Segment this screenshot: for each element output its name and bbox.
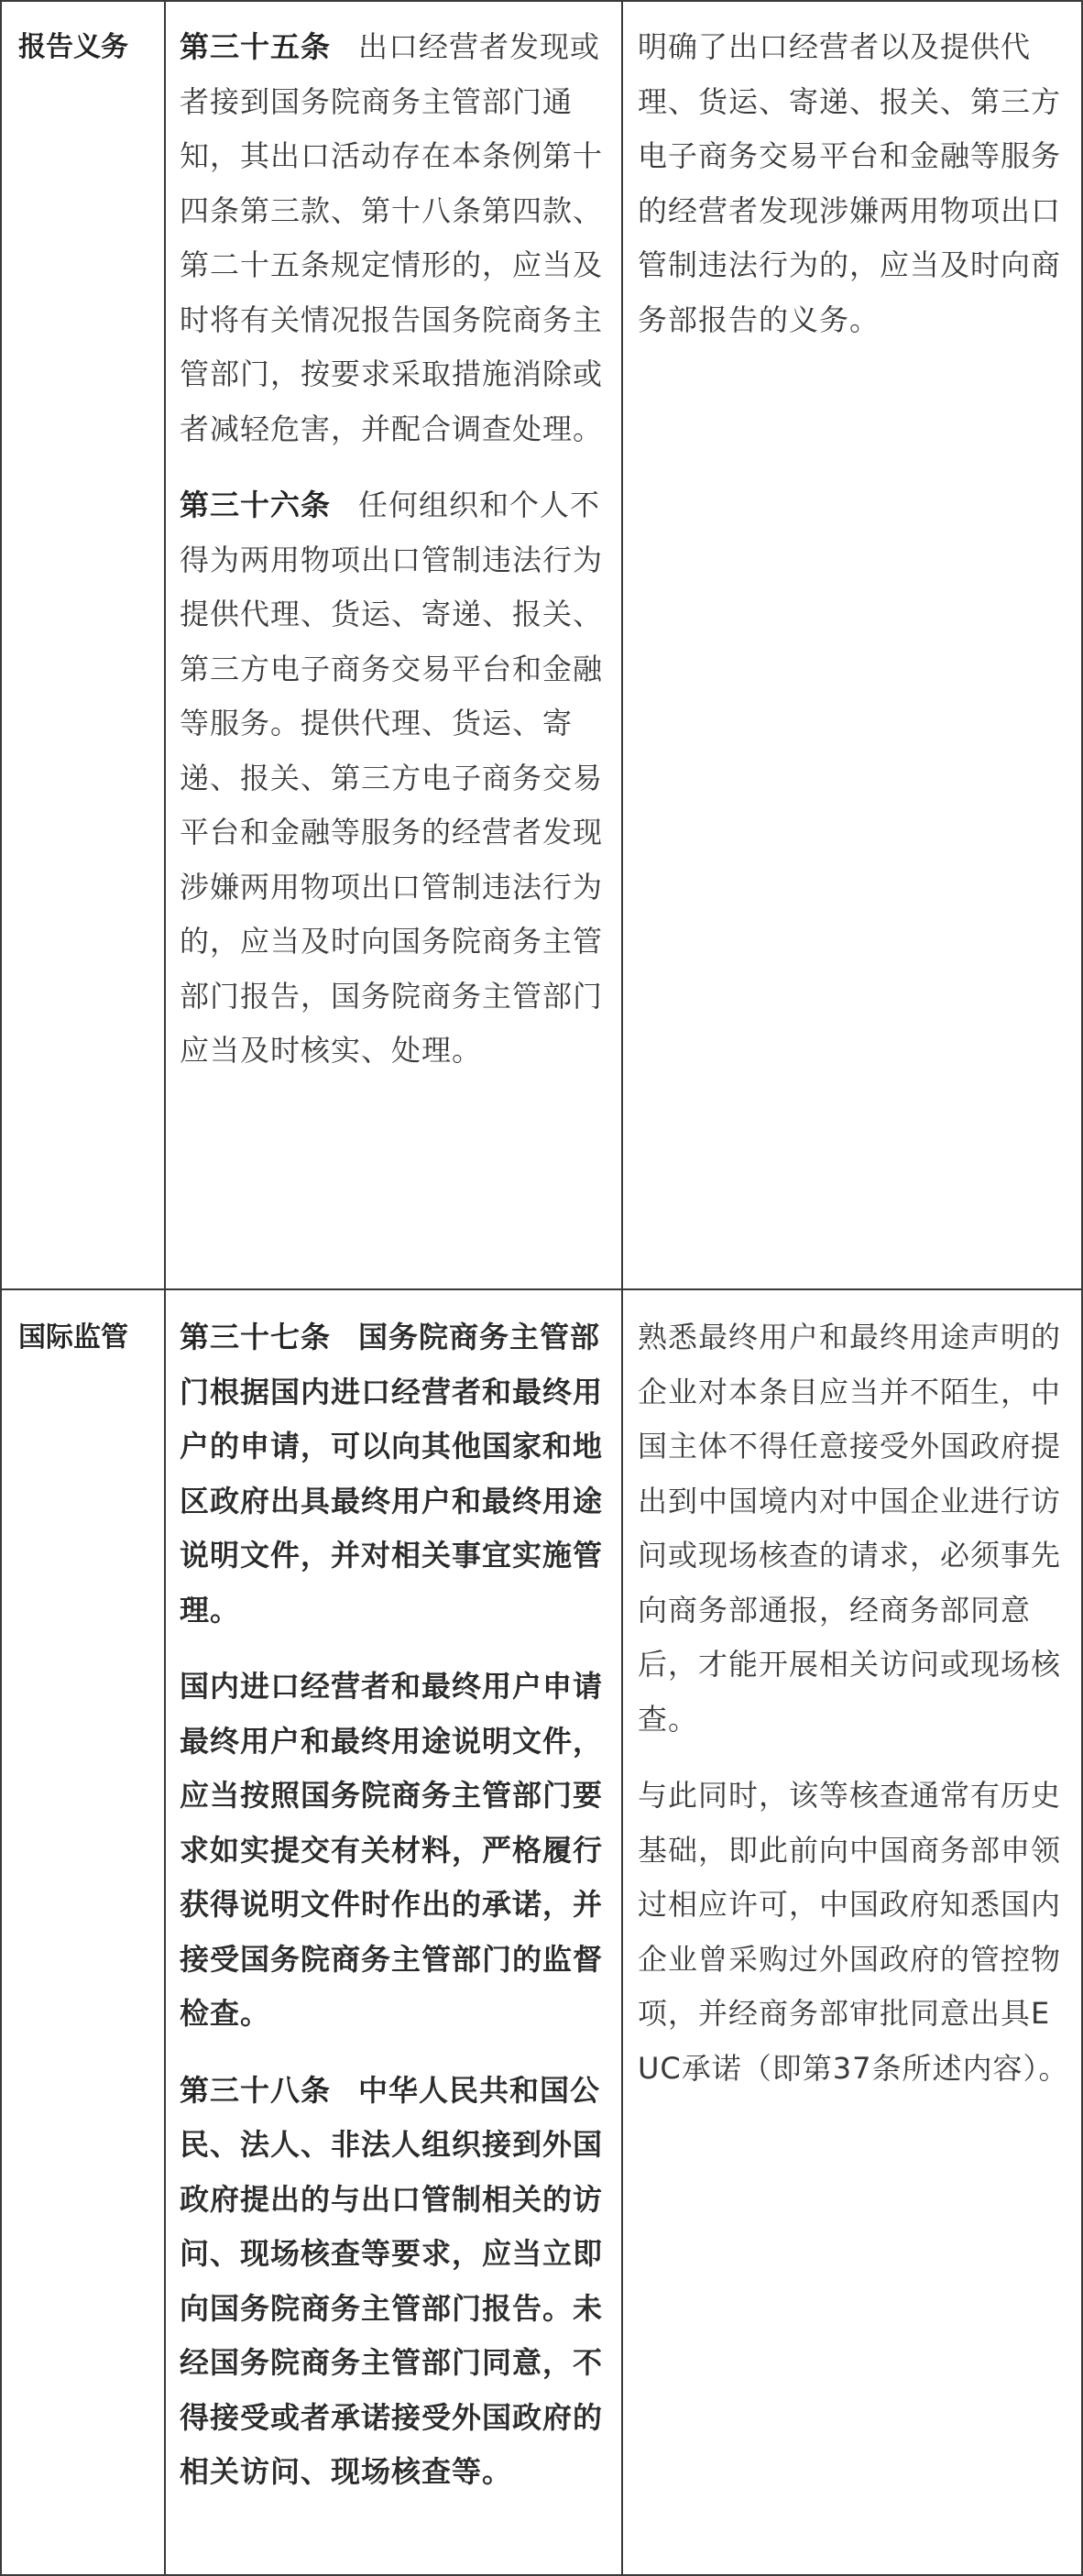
commentary-cell — [638, 20, 1072, 347]
provision-cell — [180, 1310, 607, 2500]
column-divider-2 — [621, 0, 623, 2576]
article-text: 出口经营者发现或者接到国务院商务主管部门通知，其出口活动存在本条例第十四条第三款、第十八条第四款、第二十五条规定情形的，应当及时将有关情况报告国务院商务主管部门，按要求采取措施消除或者减轻危害，并配合调查处理。 — [180, 29, 604, 446]
category-label: 国际监管 — [18, 1321, 128, 1354]
commentary-paragraph: 明确了出口经营者以及提供代理、货运、寄递、报关、第三方电子商务交易平台和金融等服务的经营者发现涉嫌两用物项出口管制违法行为的，应当及时向商务部报告的义务。 — [638, 29, 1062, 337]
commentary-paragraph: 与此同时，该等核查通常有历史基础，即此前向中国商务部申领过相应许可，中国政府知悉国内企业曾采购过外国政府的管控物项，并经商务部审批同意出具EUC承诺（即第37条所述内容）。 — [638, 1778, 1069, 2086]
column-divider-1 — [164, 0, 166, 2576]
article-37 — [180, 1310, 607, 1638]
article-36 — [180, 478, 607, 1079]
commentary-cell — [638, 1310, 1072, 2096]
article-text: 国务院商务主管部门根据国内进口经营者和最终用户的申请，可以向其他国家和地区政府出具最终用户和最终用途说明文件，并对相关事宜实施管理。 — [180, 1320, 604, 1628]
table-border-top — [0, 0, 1083, 2]
article-number: 第三十五条 — [180, 29, 332, 64]
commentary-paragraph: 熟悉最终用户和最终用途声明的企业对本条目应当并不陌生，中国主体不得任意接受外国政府提出到中国境内对中国企业进行访问或现场核查的请求，必须事先向商务部通报，经商务部同意后，才能开展相关访问或现场核查。 — [638, 1320, 1062, 1737]
article-number: 第三十八条 — [180, 2072, 332, 2108]
row-divider — [0, 1288, 1083, 1290]
article-38 — [180, 2064, 607, 2500]
article-37-paragraph-2: 国内进口经营者和最终用户申请最终用户和最终用途说明文件，应当按照国务院商务主管部门要求如实提交有关材料，严格履行获得说明文件时作出的承诺，并接受国务院商务主管部门的监督检查。 — [180, 1669, 604, 2031]
article-text: 任何组织和个人不得为两用物项出口管制违法行为提供代理、货运、寄递、报关、第三方电子商务交易平台和金融等服务。提供代理、货运、寄递、报关、第三方电子商务交易平台和金融等服务的经营者发现涉嫌两用物项出口管制违法行为的，应当及时向国务院商务主管部门报告，国务院商务主管部门应当及时核实、处理。 — [180, 488, 604, 1068]
article-number: 第三十七条 — [180, 1320, 332, 1354]
table-border-left — [0, 0, 2, 2576]
category-label: 报告义务 — [18, 31, 128, 63]
article-35 — [180, 20, 607, 456]
article-number: 第三十六条 — [180, 488, 332, 522]
article-text: 中华人民共和国公民、法人、非法人组织接到外国政府提出的与出口管制相关的访问、现场核查等要求，应当立即向国务院商务主管部门报告。未经国务院商务主管部门同意，不得接受或者承诺接受外国政府的相关访问、现场核查等。 — [180, 2072, 604, 2489]
provision-cell — [180, 20, 607, 1079]
